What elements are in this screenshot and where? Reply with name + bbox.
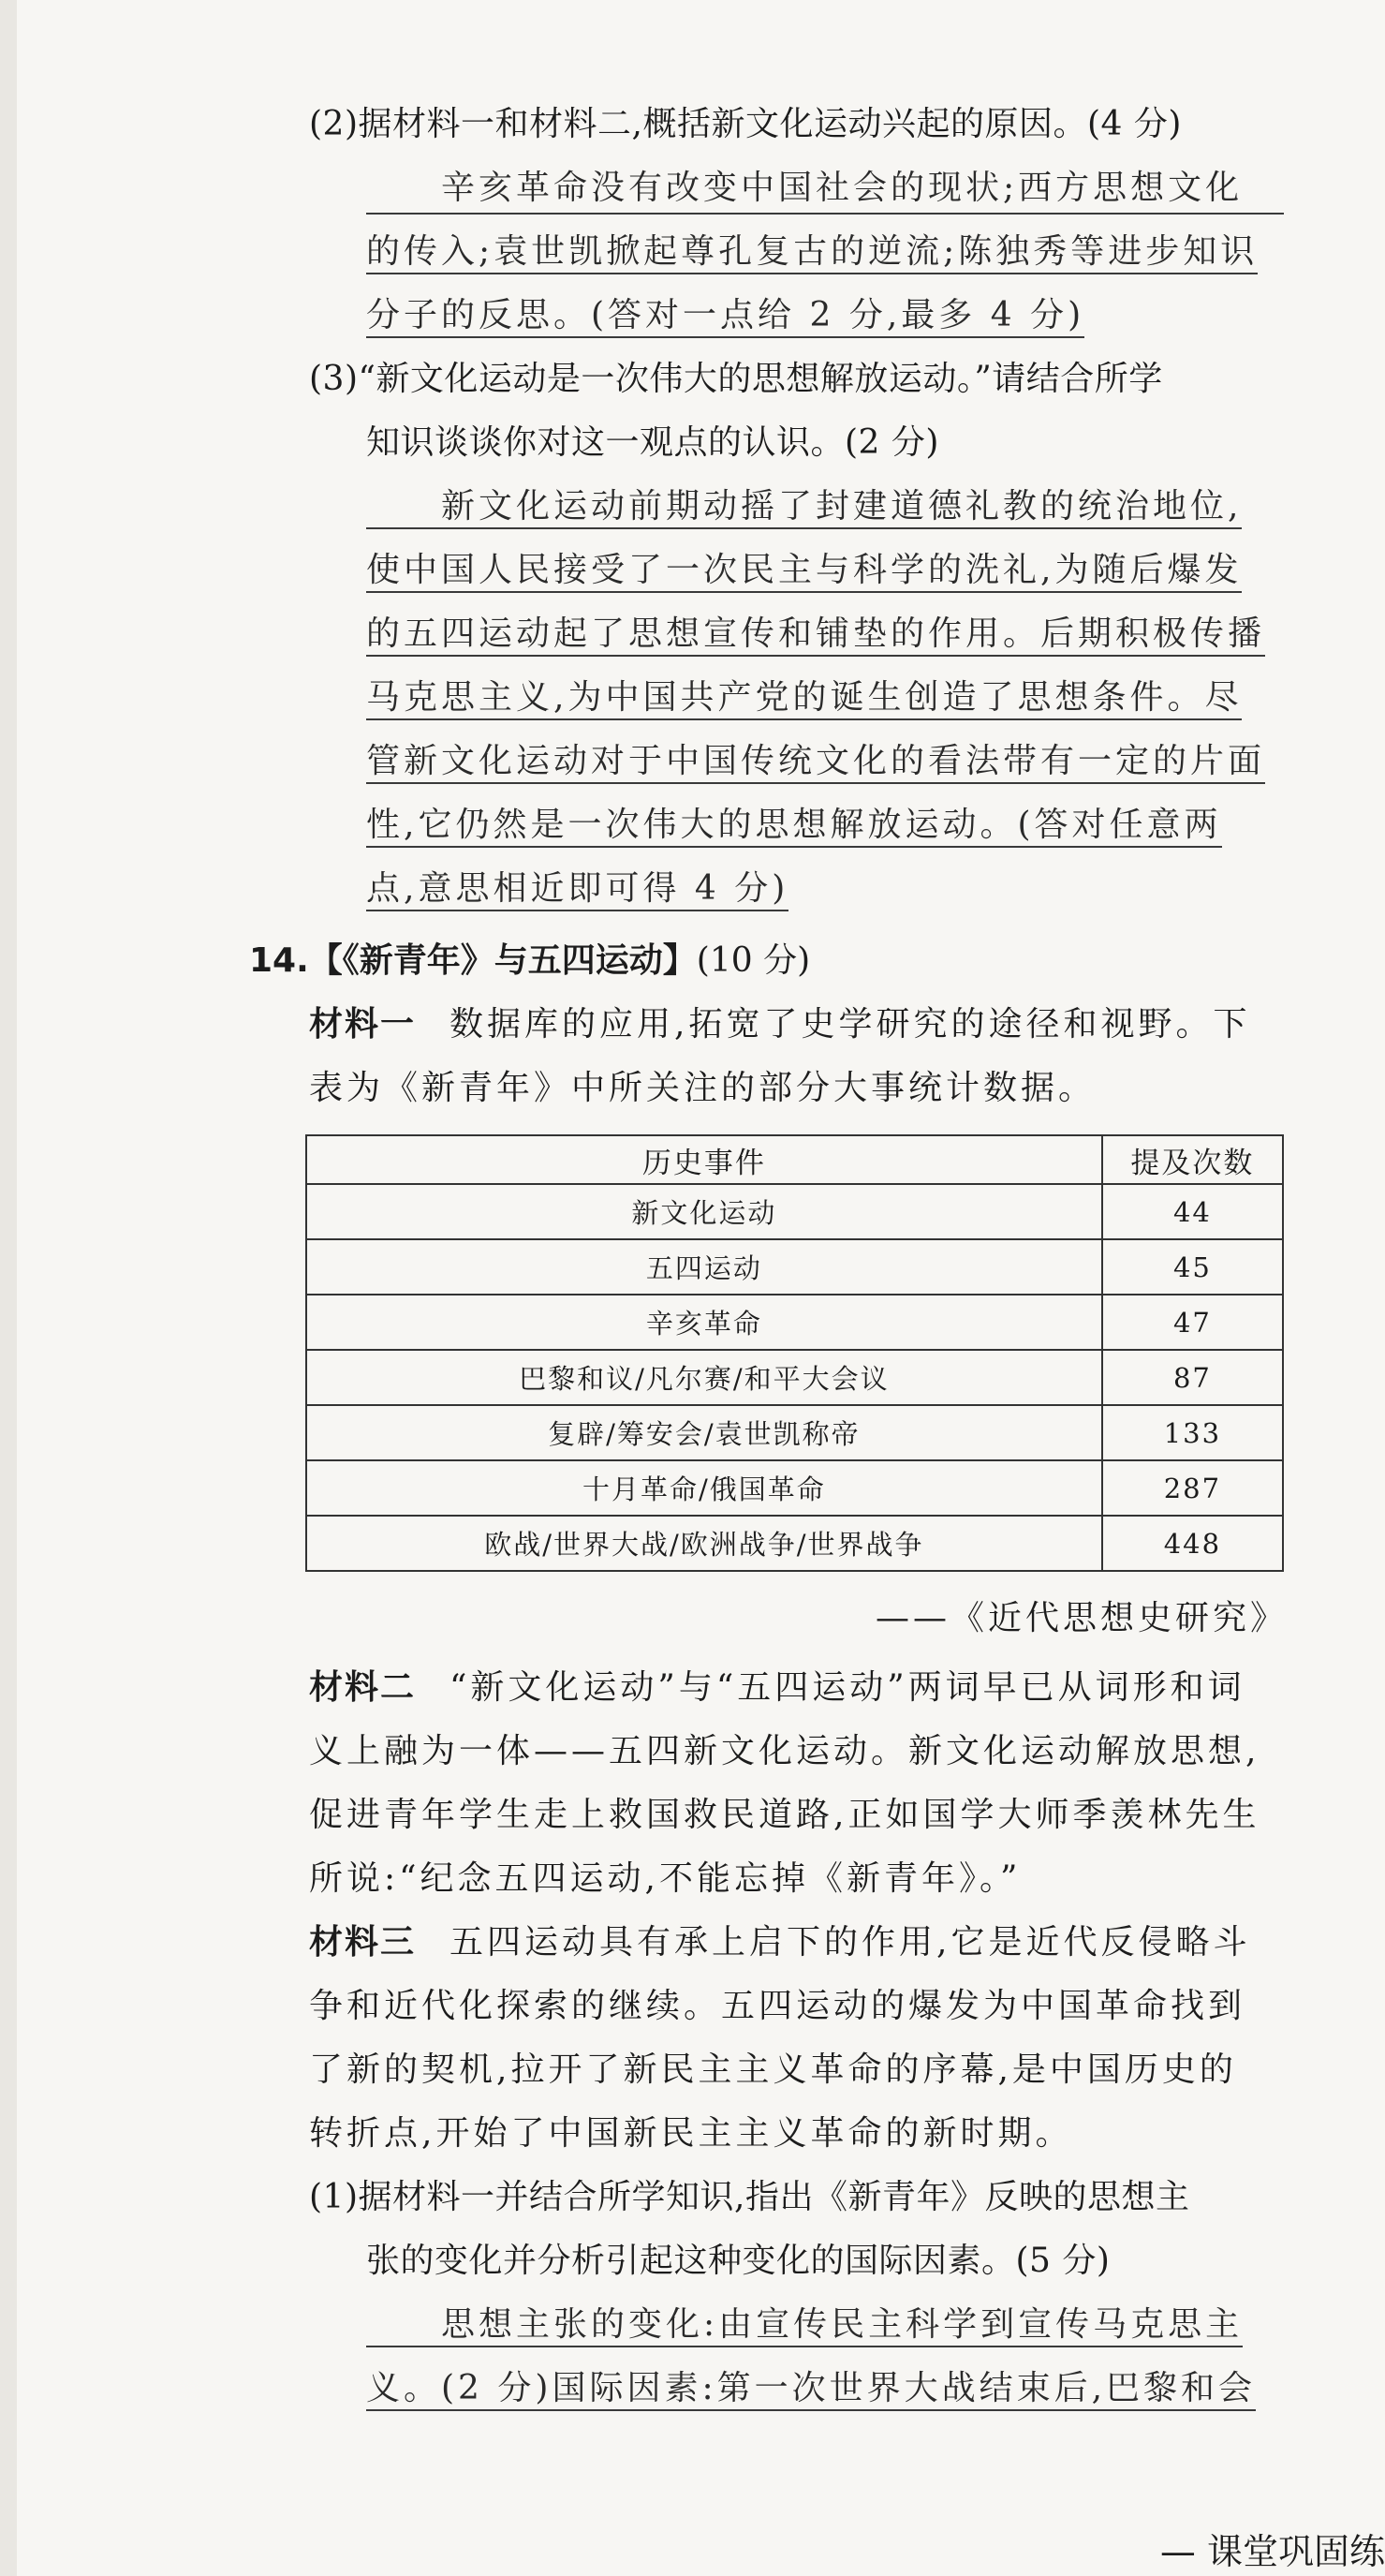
material3-line-4: 转折点,开始了中国新民主主义革命的新时期。 [309, 2114, 1073, 2153]
table-header-row [306, 1135, 1283, 1184]
table-row [306, 1295, 1283, 1350]
material1-text-1: 数据库的应用,拓宽了史学研究的途径和视野。下 [449, 1005, 1251, 1044]
table-cell-event: 巴黎和议/凡尔赛/和平大会议 [306, 1350, 1102, 1405]
material3-text-1: 五四运动具有承上启下的作用,它是近代反侵略斗 [449, 1923, 1251, 1962]
q14-sub1-prompt-line-1: (1)据材料一并结合所学知识,指出《新青年》反映的思想主 [309, 2178, 1190, 2216]
q14-title: 【《新青年》与五四运动】 [308, 941, 697, 980]
q2-prompt: (2)据材料一和材料二,概括新文化运动兴起的原因。(4 分) [309, 105, 1182, 143]
table-row [306, 1239, 1283, 1295]
q3-answer-text-1: 新文化运动前期动摇了封建道德礼教的统治地位, [366, 487, 1242, 529]
material2-label: 材料二 [309, 1668, 417, 1707]
table-row [306, 1350, 1283, 1405]
table-cell-event: 欧战/世界大战/欧洲战争/世界战争 [306, 1516, 1102, 1571]
q14-score: (10 分) [696, 941, 811, 980]
table-cell-count: 448 [1102, 1516, 1283, 1571]
q3-answer-line-1 [366, 484, 1242, 529]
table-cell-event: 新文化运动 [306, 1184, 1102, 1239]
q14-heading [249, 939, 810, 984]
table-header-count: 提及次数 [1102, 1135, 1283, 1184]
table-cell-count: 87 [1102, 1350, 1283, 1405]
scan-edge [0, 0, 17, 2576]
q3-answer-text-7: 点,意思相近即可得 4 分) [366, 869, 788, 911]
q3-answer-text-6: 性,它仍然是一次伟大的思想解放运动。(答对任意两 [366, 806, 1222, 848]
q3-answer-line-5 [366, 739, 1265, 784]
q14-sub1-answer-line-2 [366, 2366, 1256, 2411]
page-footer: — 课堂巩固练 [1159, 2531, 1385, 2572]
table-cell-event: 五四运动 [306, 1239, 1102, 1295]
q2-answer-line-2 [366, 229, 1258, 274]
material1-line-2: 表为《新青年》中所关注的部分大事统计数据。 [309, 1069, 1097, 1107]
material1-label: 材料一 [309, 1005, 417, 1044]
table-cell-event: 十月革命/俄国革命 [306, 1460, 1102, 1516]
table-row [306, 1516, 1283, 1571]
table-cell-count: 44 [1102, 1184, 1283, 1239]
q3-answer-line-6 [366, 803, 1222, 848]
material3-label: 材料三 [309, 1923, 417, 1962]
material2-text-1: “新文化运动”与“五四运动”两词早已从词形和词 [449, 1668, 1245, 1707]
q3-answer-text-5: 管新文化运动对于中国传统文化的看法带有一定的片面 [366, 742, 1265, 784]
material3-line-3: 了新的契机,拉开了新民主主义革命的序幕,是中国历史的 [309, 2050, 1237, 2089]
q2-answer-line-1 [366, 166, 1284, 215]
table-header-event: 历史事件 [306, 1135, 1102, 1184]
material3-line-2: 争和近代化探索的继续。五四运动的爆发为中国革命找到 [309, 1987, 1246, 2025]
q3-answer-text-4: 马克思主义,为中国共产党的诞生创造了思想条件。尽 [366, 678, 1242, 720]
q3-answer-line-4 [366, 675, 1242, 720]
table-row [306, 1460, 1283, 1516]
q14-sub1-answer-line-1 [366, 2302, 1243, 2347]
q3-prompt-line-2: 知识谈谈你对这一观点的认识。(2 分) [366, 423, 939, 462]
q3-answer-line-3 [366, 612, 1265, 657]
material2-line-1 [309, 1666, 1245, 1710]
q3-prompt-line-1: (3)“新文化运动是一次伟大的思想解放运动。”请结合所学 [309, 360, 1163, 398]
table-cell-count: 47 [1102, 1295, 1283, 1350]
table-cell-count: 133 [1102, 1405, 1283, 1460]
q14-number: 14. [249, 941, 309, 980]
table-row [306, 1184, 1283, 1239]
material2-line-3: 促进青年学生走上救国救民道路,正如国学大师季羡林先生 [309, 1796, 1260, 1834]
stats-table [305, 1134, 1284, 1572]
table-cell-event: 复辟/筹安会/袁世凯称帝 [306, 1405, 1102, 1460]
q2-answer-line-3 [366, 293, 1084, 338]
q3-answer-line-2 [366, 548, 1242, 593]
table-row [306, 1405, 1283, 1460]
q2-answer-text-1: 辛亥革命没有改变中国社会的现状;西方思想文化 [366, 166, 1284, 215]
table-cell-count: 45 [1102, 1239, 1283, 1295]
material3-line-1 [309, 1920, 1250, 1965]
material1-line-1 [309, 1002, 1250, 1047]
q3-answer-line-7 [366, 866, 788, 911]
material2-line-4: 所说:“纪念五四运动,不能忘掉《新青年》。” [309, 1859, 1022, 1898]
q14-sub1-prompt-line-2: 张的变化并分析引起这种变化的国际因素。(5 分) [366, 2242, 1111, 2280]
material1-source: ——《近代思想史研究》 [875, 1599, 1288, 1637]
q14-sub1-answer-text-2: 义。(2 分)国际因素:第一次世界大战结束后,巴黎和会 [366, 2369, 1256, 2411]
q3-answer-text-3: 的五四运动起了思想宣传和铺垫的作用。后期积极传播 [366, 614, 1265, 657]
q14-sub1-answer-text-1: 思想主张的变化:由宣传民主科学到宣传马克思主 [366, 2305, 1243, 2347]
material2-line-2: 义上融为一体——五四新文化运动。新文化运动解放思想, [309, 1732, 1260, 1770]
table-cell-count: 287 [1102, 1460, 1283, 1516]
q3-answer-text-2: 使中国人民接受了一次民主与科学的洗礼,为随后爆发 [366, 551, 1242, 593]
table-cell-event: 辛亥革命 [306, 1295, 1102, 1350]
q2-answer-text-2: 的传入;袁世凯掀起尊孔复古的逆流;陈独秀等进步知识 [366, 232, 1258, 274]
q2-answer-text-3: 分子的反思。(答对一点给 2 分,最多 4 分) [366, 296, 1084, 338]
